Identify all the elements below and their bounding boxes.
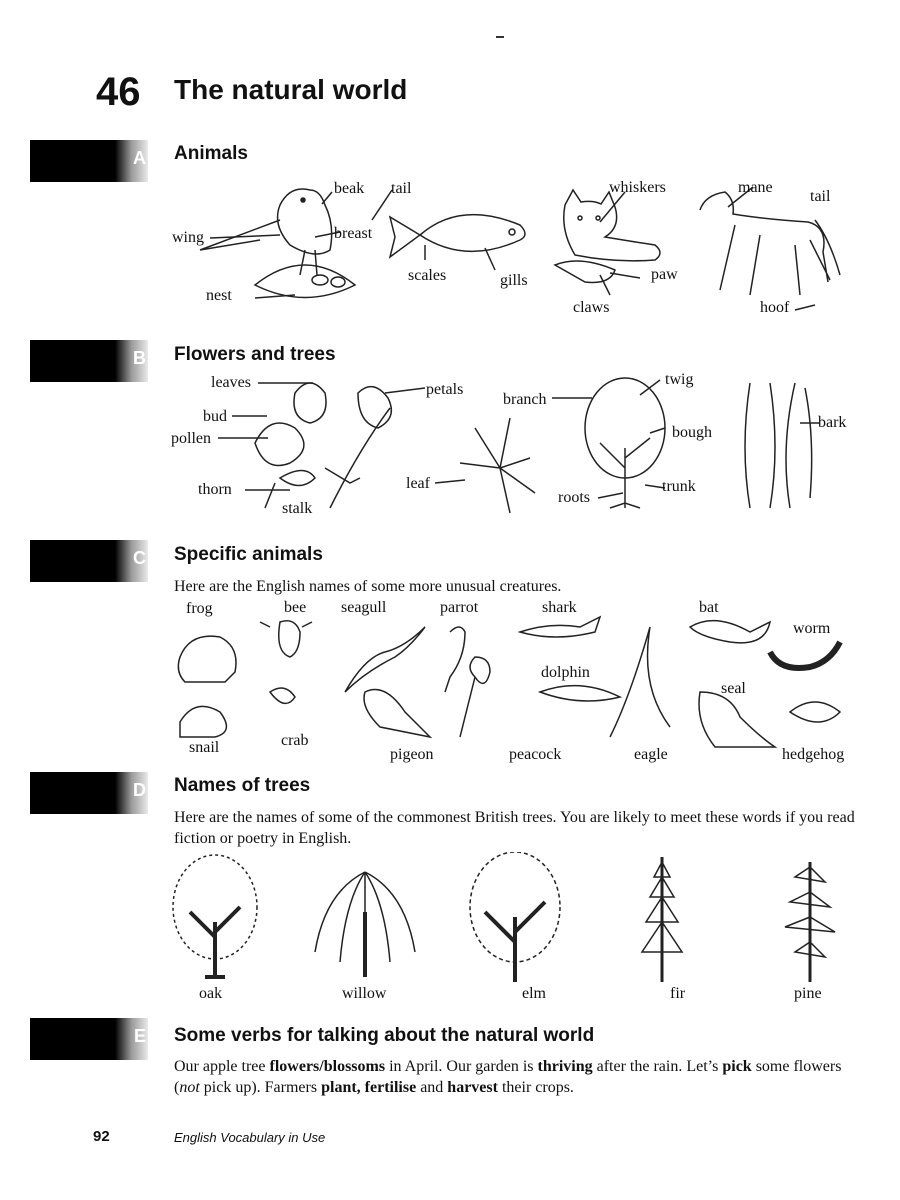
label-mane: mane bbox=[738, 179, 773, 196]
label-bough: bough bbox=[672, 424, 712, 441]
frog-drawing bbox=[178, 636, 236, 682]
label-shark: shark bbox=[542, 599, 577, 616]
tree-drawing bbox=[585, 378, 665, 508]
label-bee: bee bbox=[284, 599, 307, 616]
term-pick: pick bbox=[722, 1058, 752, 1075]
label-pine: pine bbox=[794, 985, 822, 1002]
cat-drawing bbox=[555, 190, 660, 283]
bat-drawing bbox=[690, 621, 770, 643]
pine-tree-drawing bbox=[785, 862, 835, 982]
section-tab-d: D bbox=[30, 772, 148, 814]
label-snail: snail bbox=[189, 739, 220, 756]
label-breast: breast bbox=[334, 225, 373, 242]
label-crab: crab bbox=[281, 732, 309, 749]
label-bat: bat bbox=[699, 599, 719, 616]
term-harvest: harvest bbox=[447, 1079, 498, 1096]
label-gills: gills bbox=[500, 272, 528, 289]
trees-illustration bbox=[170, 852, 860, 982]
crab-drawing bbox=[270, 688, 295, 703]
label-leaf: leaf bbox=[406, 475, 430, 492]
label-thorn: thorn bbox=[198, 481, 232, 498]
bee-drawing bbox=[260, 621, 312, 657]
bird-drawing bbox=[200, 189, 332, 275]
label-leaves: leaves bbox=[211, 374, 251, 391]
elm-tree-drawing bbox=[470, 852, 560, 982]
label-dolphin: dolphin bbox=[541, 664, 590, 681]
label-seagull: seagull bbox=[341, 599, 387, 616]
label-pollen: pollen bbox=[171, 430, 211, 447]
section-tab-a: A bbox=[30, 140, 148, 182]
section-tab-c: C bbox=[30, 540, 148, 582]
label-seal: seal bbox=[721, 680, 746, 697]
fir-tree-drawing bbox=[642, 857, 682, 982]
section-d-intro: Here are the names of some of the commonest British trees. You are likely to meet these words if you read fiction or poetry in English. bbox=[174, 809, 855, 847]
leaf-drawing bbox=[460, 418, 535, 513]
fish-drawing bbox=[390, 215, 525, 257]
label-peacock: peacock bbox=[509, 746, 562, 763]
label-frog: frog bbox=[186, 600, 213, 617]
label-horse-tail: tail bbox=[810, 188, 831, 205]
term-thriving: thriving bbox=[537, 1058, 593, 1075]
label-hedgehog: hedgehog bbox=[782, 746, 845, 763]
section-title-names-of-trees: Names of trees bbox=[174, 775, 311, 796]
horse-drawing bbox=[700, 192, 840, 295]
term-plant-fertilise: plant, fertilise bbox=[321, 1079, 417, 1096]
book-title: English Vocabulary in Use bbox=[174, 1130, 326, 1145]
section-title-specific-animals: Specific animals bbox=[174, 544, 323, 565]
label-worm: worm bbox=[793, 620, 831, 637]
label-roots: roots bbox=[558, 489, 590, 506]
eagle-drawing bbox=[610, 627, 670, 737]
section-title-flowers-trees: Flowers and trees bbox=[174, 344, 336, 365]
section-title-verbs: Some verbs for talking about the natural world bbox=[174, 1025, 595, 1046]
label-branch: branch bbox=[503, 391, 547, 408]
nest-drawing bbox=[255, 265, 355, 298]
oak-tree-drawing bbox=[173, 855, 257, 977]
term-flowers-blossoms: flowers/blossoms bbox=[269, 1058, 386, 1075]
label-nest: nest bbox=[206, 287, 232, 304]
section-tab-b: B bbox=[30, 340, 148, 382]
label-bark: bark bbox=[818, 414, 847, 431]
label-beak: beak bbox=[334, 180, 365, 197]
label-elm: elm bbox=[522, 985, 546, 1002]
bark-drawing bbox=[745, 383, 812, 508]
page-number: 92 bbox=[93, 1128, 110, 1145]
unit-title: The natural world bbox=[174, 74, 408, 105]
label-tail: tail bbox=[391, 180, 412, 197]
shark-drawing bbox=[520, 617, 600, 637]
label-stalk: stalk bbox=[282, 500, 313, 517]
worm-drawing bbox=[770, 642, 840, 668]
label-fir: fir bbox=[670, 985, 686, 1002]
label-scales: scales bbox=[408, 267, 447, 284]
peacock-drawing bbox=[460, 657, 490, 737]
seagull-drawing bbox=[345, 627, 425, 692]
section-tab-e: E bbox=[30, 1018, 148, 1060]
label-claws: claws bbox=[573, 299, 610, 316]
label-willow: willow bbox=[342, 985, 387, 1002]
parrot-drawing bbox=[445, 627, 465, 692]
emphasis-not: not bbox=[179, 1079, 200, 1096]
snail-drawing bbox=[180, 706, 226, 737]
label-whiskers: whiskers bbox=[609, 179, 666, 196]
dolphin-drawing bbox=[540, 686, 620, 701]
label-trunk: trunk bbox=[662, 478, 696, 495]
specific-animals-illustration bbox=[170, 612, 860, 757]
label-eagle: eagle bbox=[634, 746, 668, 763]
page-mark bbox=[496, 36, 504, 38]
label-twig: twig bbox=[665, 371, 694, 388]
label-oak: oak bbox=[199, 985, 223, 1002]
label-hoof: hoof bbox=[760, 299, 790, 316]
pigeon-drawing bbox=[364, 690, 430, 738]
willow-tree-drawing bbox=[315, 872, 415, 977]
label-parrot: parrot bbox=[440, 599, 479, 616]
label-wing: wing bbox=[172, 229, 204, 246]
section-e-text: Our apple tree flowers/blossoms in April. Our garden is thriving after the rain. Let’s pick some flowers (not pick up). Farmers plant, fertilise and harvest their crops. bbox=[174, 1058, 842, 1096]
label-paw: paw bbox=[651, 266, 678, 283]
hedgehog-drawing bbox=[790, 702, 840, 722]
section-c-intro: Here are the English names of some more unusual creatures. bbox=[174, 578, 562, 595]
seal-drawing bbox=[699, 692, 775, 747]
label-bud: bud bbox=[203, 408, 227, 425]
section-title-animals: Animals bbox=[174, 143, 248, 164]
label-petals: petals bbox=[426, 381, 464, 398]
label-pigeon: pigeon bbox=[390, 746, 434, 763]
unit-number: 46 bbox=[96, 70, 141, 114]
